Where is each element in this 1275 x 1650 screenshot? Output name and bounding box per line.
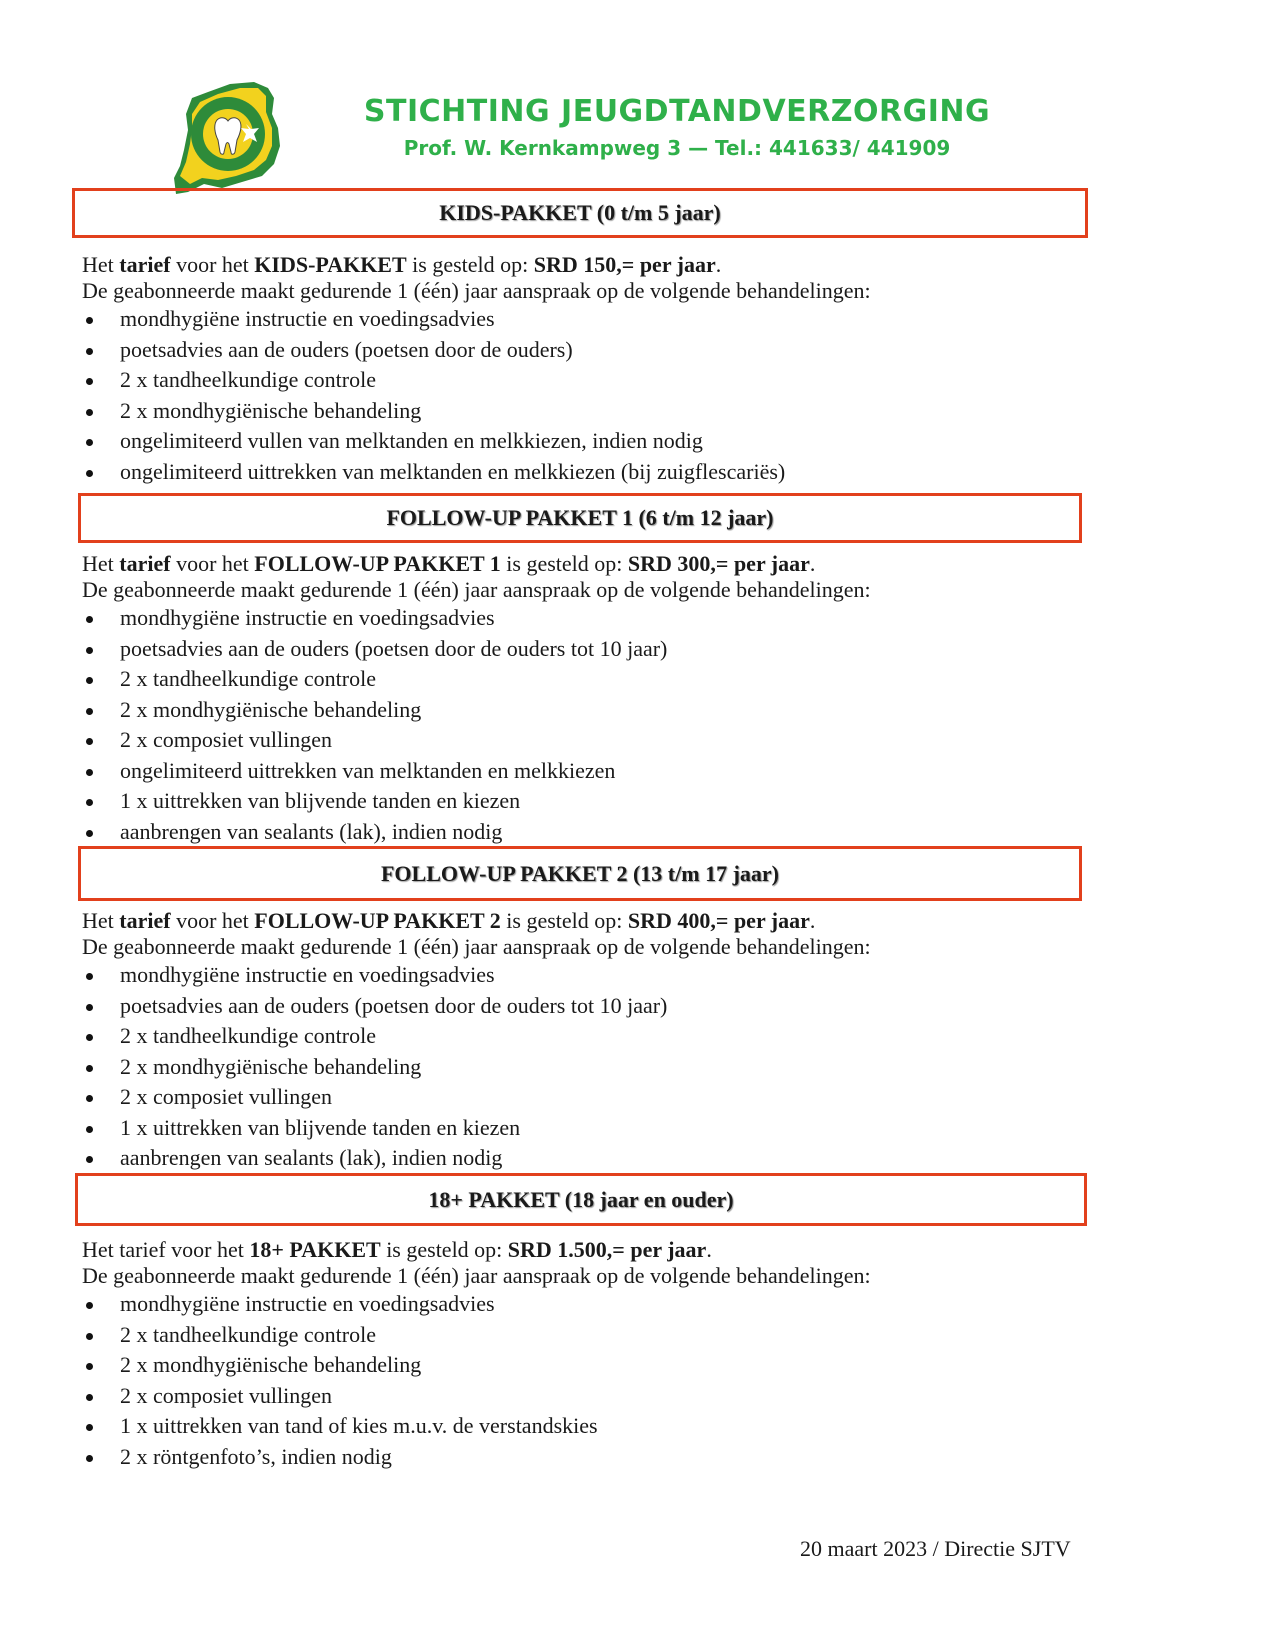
package-title-box <box>75 1173 1087 1226</box>
list-item: mondhygiëne instructie en voedingsadvies <box>82 1289 598 1320</box>
package-title: FOLLOW-UP PAKKET 1 (6 t/m 12 jaar) <box>386 505 774 530</box>
treatment-list <box>82 304 785 487</box>
package-title: KIDS-PAKKET (0 t/m 5 jaar) <box>439 200 721 225</box>
entitlement-line: De geabonneerde maakt gedurende 1 (één) jaar aanspraak op de volgende behandelingen: <box>82 1263 871 1288</box>
list-item: aanbrengen van sealants (lak), indien nodig <box>82 817 667 848</box>
package-title-box <box>78 846 1082 901</box>
list-item: 2 x composiet vullingen <box>82 1381 598 1412</box>
organization-name: STICHTING JEUGDTANDVERZORGING <box>363 94 991 129</box>
list-item: 2 x mondhygiënische behandeling <box>82 1350 598 1381</box>
treatment-list <box>82 960 667 1174</box>
tariff-line: Het tarief voor het KIDS-PAKKET is gesteld op: SRD 150,= per jaar. <box>82 252 722 277</box>
list-item: 2 x mondhygiënische behandeling <box>82 396 785 427</box>
list-item: poetsadvies aan de ouders (poetsen door de ouders) <box>82 335 785 366</box>
list-item: 2 x composiet vullingen <box>82 1082 667 1113</box>
list-item: aanbrengen van sealants (lak), indien nodig <box>82 1143 667 1174</box>
list-item: mondhygiëne instructie en voedingsadvies <box>82 304 785 335</box>
package-intro <box>82 252 871 304</box>
list-item: 1 x uittrekken van blijvende tanden en kiezen <box>82 1113 667 1144</box>
tariff-line: Het tarief voor het 18+ PAKKET is gesteld op: SRD 1.500,= per jaar. <box>82 1237 712 1262</box>
list-item: 2 x mondhygiënische behandeling <box>82 695 667 726</box>
treatment-list <box>82 603 667 847</box>
letterhead <box>170 80 1170 195</box>
sjtv-logo-icon <box>170 80 288 195</box>
list-item: ongelimiteerd vullen van melktanden en melkkiezen, indien nodig <box>82 426 785 457</box>
organization-address: Prof. W. Kernkampweg 3 — Tel.: 441633/ 441909 <box>403 136 951 160</box>
list-item: 2 x röntgenfoto’s, indien nodig <box>82 1442 598 1473</box>
list-item: 2 x tandheelkundige controle <box>82 1320 598 1351</box>
entitlement-line: De geabonneerde maakt gedurende 1 (één) jaar aanspraak op de volgende behandelingen: <box>82 577 871 602</box>
list-item: poetsadvies aan de ouders (poetsen door de ouders tot 10 jaar) <box>82 634 667 665</box>
list-item: mondhygiëne instructie en voedingsadvies <box>82 960 667 991</box>
package-title-box <box>78 493 1082 543</box>
package-intro <box>82 1237 871 1289</box>
package-title-box <box>72 188 1088 238</box>
treatment-list <box>82 1289 598 1472</box>
entitlement-line: De geabonneerde maakt gedurende 1 (één) jaar aanspraak op de volgende behandelingen: <box>82 278 871 303</box>
list-item: ongelimiteerd uittrekken van melktanden en melkkiezen <box>82 756 667 787</box>
list-item: 2 x tandheelkundige controle <box>82 365 785 396</box>
list-item: 2 x tandheelkundige controle <box>82 1021 667 1052</box>
list-item: mondhygiëne instructie en voedingsadvies <box>82 603 667 634</box>
list-item: 2 x tandheelkundige controle <box>82 664 667 695</box>
list-item: 1 x uittrekken van blijvende tanden en kiezen <box>82 786 667 817</box>
package-intro <box>82 908 871 960</box>
list-item: poetsadvies aan de ouders (poetsen door de ouders tot 10 jaar) <box>82 991 667 1022</box>
list-item: 2 x composiet vullingen <box>82 725 667 756</box>
package-title: FOLLOW-UP PAKKET 2 (13 t/m 17 jaar) <box>380 860 779 886</box>
tariff-line: Het tarief voor het FOLLOW-UP PAKKET 1 is gesteld op: SRD 300,= per jaar. <box>82 551 816 576</box>
entitlement-line: De geabonneerde maakt gedurende 1 (één) jaar aanspraak op de volgende behandelingen: <box>82 934 871 959</box>
tariff-line: Het tarief voor het FOLLOW-UP PAKKET 2 is gesteld op: SRD 400,= per jaar. <box>82 908 816 933</box>
list-item: ongelimiteerd uittrekken van melktanden en melkkiezen (bij zuigflescariës) <box>82 457 785 488</box>
package-title: 18+ PAKKET (18 jaar en ouder) <box>428 1186 734 1212</box>
package-intro <box>82 551 871 603</box>
list-item: 1 x uittrekken van tand of kies m.u.v. de verstandskies <box>82 1411 598 1442</box>
date-signature: 20 maart 2023 / Directie SJTV <box>800 1536 1071 1561</box>
list-item: 2 x mondhygiënische behandeling <box>82 1052 667 1083</box>
